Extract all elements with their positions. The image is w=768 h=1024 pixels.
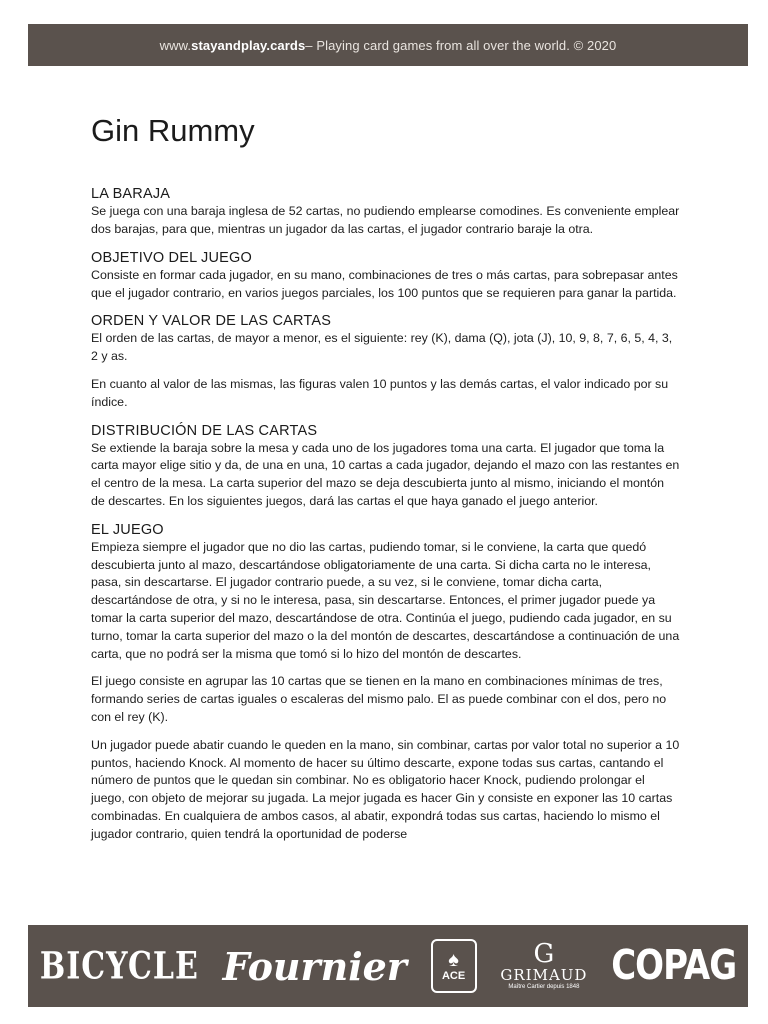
section-orden-valor (91, 312, 681, 411)
grimaud-logo-subtitle: Maître Cartier depuis 1848 (508, 984, 580, 990)
ace-logo-text: ACE (441, 970, 466, 982)
section-paragraph: Un jugador puede abatir cuando le queden en la mano, sin combinar, cartas por valor total no superior a 10 puntos, haciendo Knock. Al momento de hacer su último descarte, expone todas sus cartas, cantando el número de puntos que le quedan sin combinar. No es obligatorio hacer Knock, pudiendo prolongar el juego, con objeto de mejorar su jugada. La mejor jugada es hacer Gin y consiste en exponer las 10 cartas combinadas. En cualquiera de ambos casos, al abatir, expondrá todas sus cartas, haciendo lo mismo el jugador contrario, quien tendrá la oportunidad de poderse (91, 737, 680, 841)
grimaud-logo-text: GRIMAUD (500, 966, 588, 984)
footer-logo-banner (28, 925, 748, 1007)
section-heading: LA BARAJA (91, 186, 171, 203)
section-paragraph: Se extiende la baraja sobre la mesa y cada uno de los jugadores toma una carta. El jugador que toma la carta mayor elige sitio y da, de una en una, 10 cartas a cada jugador, dejando el mazo con las restantes en el centro de la mesa. La carta superior del mazo se deja descubierta junto al mismo, iniciando el montón de descartes. En los siguientes juegos, dará las cartas el que haya ganado el juego anterior. (91, 440, 680, 508)
fournier-logo: Fournier (222, 943, 407, 989)
section-heading: OBJETIVO DEL JUEGO (91, 249, 252, 266)
section-objetivo (91, 249, 681, 303)
document-body (91, 112, 681, 854)
section-paragraph: Empieza siempre el jugador que no dio las cartas, pudiendo tomar, si le conviene, la carta que quedó descubierta junto al mazo, descartándose obligatoriamente de una carta. Si dicha carta no le interesa, pasa, sin descartarse. El jugador contrario puede, a su vez, si le conviene, tomar dicha carta, descartándose de otra, y si no le interesa, pasa, sin descartarse. Entonces, el primer jugador puede ya tomar la carta superior del mazo, descartándose de otra. Continúa el juego, pudiendo cada jugador, en su turno, tomar la carta superior del mazo o la del montón de descartes, descartándose a continuación de una carta, que no podrá ser la misma que tomó si lo hizo del montón de descartes. (91, 539, 680, 661)
grimaud-logo (500, 939, 588, 990)
section-distribucion (91, 422, 681, 511)
grimaud-emblem-icon: G (533, 939, 555, 969)
header-url-prefix: www. (159, 37, 192, 53)
section-paragraph: El orden de las cartas, de mayor a menor, es el siguiente: rey (K), dama (Q), jota (J), 10, 9, 8, 7, 6, 5, 4, 3, 2 y as. (91, 331, 673, 364)
section-paragraph: Consiste en formar cada jugador, en su mano, combinaciones de tres o más cartas, para sobrepasar antes que el jugador contrario, en varios juegos parciales, los 100 puntos que se requieren para ganar la partida. (91, 267, 678, 300)
bicycle-logo: BICYCLE (39, 944, 199, 988)
header-banner (28, 24, 748, 66)
section-el-juego (91, 521, 681, 844)
section-paragraph: Se juega con una baraja inglesa de 52 cartas, no pudiendo emplearse comodines. Es conveniente emplear dos barajas, para que, mientras un jugador da las cartas, el jugador contrario baraje la otra. (91, 204, 680, 236)
ace-logo (431, 939, 477, 993)
section-heading: ORDEN Y VALOR DE LAS CARTAS (91, 313, 332, 330)
section-la-baraja (91, 185, 681, 239)
section-heading: EL JUEGO (91, 521, 164, 538)
section-paragraph: En cuanto al valor de las mismas, las figuras valen 10 puntos y las demás cartas, el valor indicado por su índice. (91, 376, 669, 409)
page-title: Gin Rummy (91, 113, 255, 148)
copag-logo: COPAG (611, 942, 737, 990)
header-tagline: – Playing card games from all over the world. © 2020 (305, 37, 617, 53)
spade-icon: ♠ (448, 949, 459, 971)
section-paragraph: El juego consiste en agrupar las 10 cartas que se tienen en la mano en combinaciones mínimas de tres, formando series de cartas iguales o escaleras del mismo palo. El as puede combinar con el dos, pero no con el rey (K). (91, 674, 667, 724)
header-site-link[interactable]: stayandplay.cards (191, 37, 306, 53)
section-heading: DISTRIBUCIÓN DE LAS CARTAS (91, 422, 318, 439)
